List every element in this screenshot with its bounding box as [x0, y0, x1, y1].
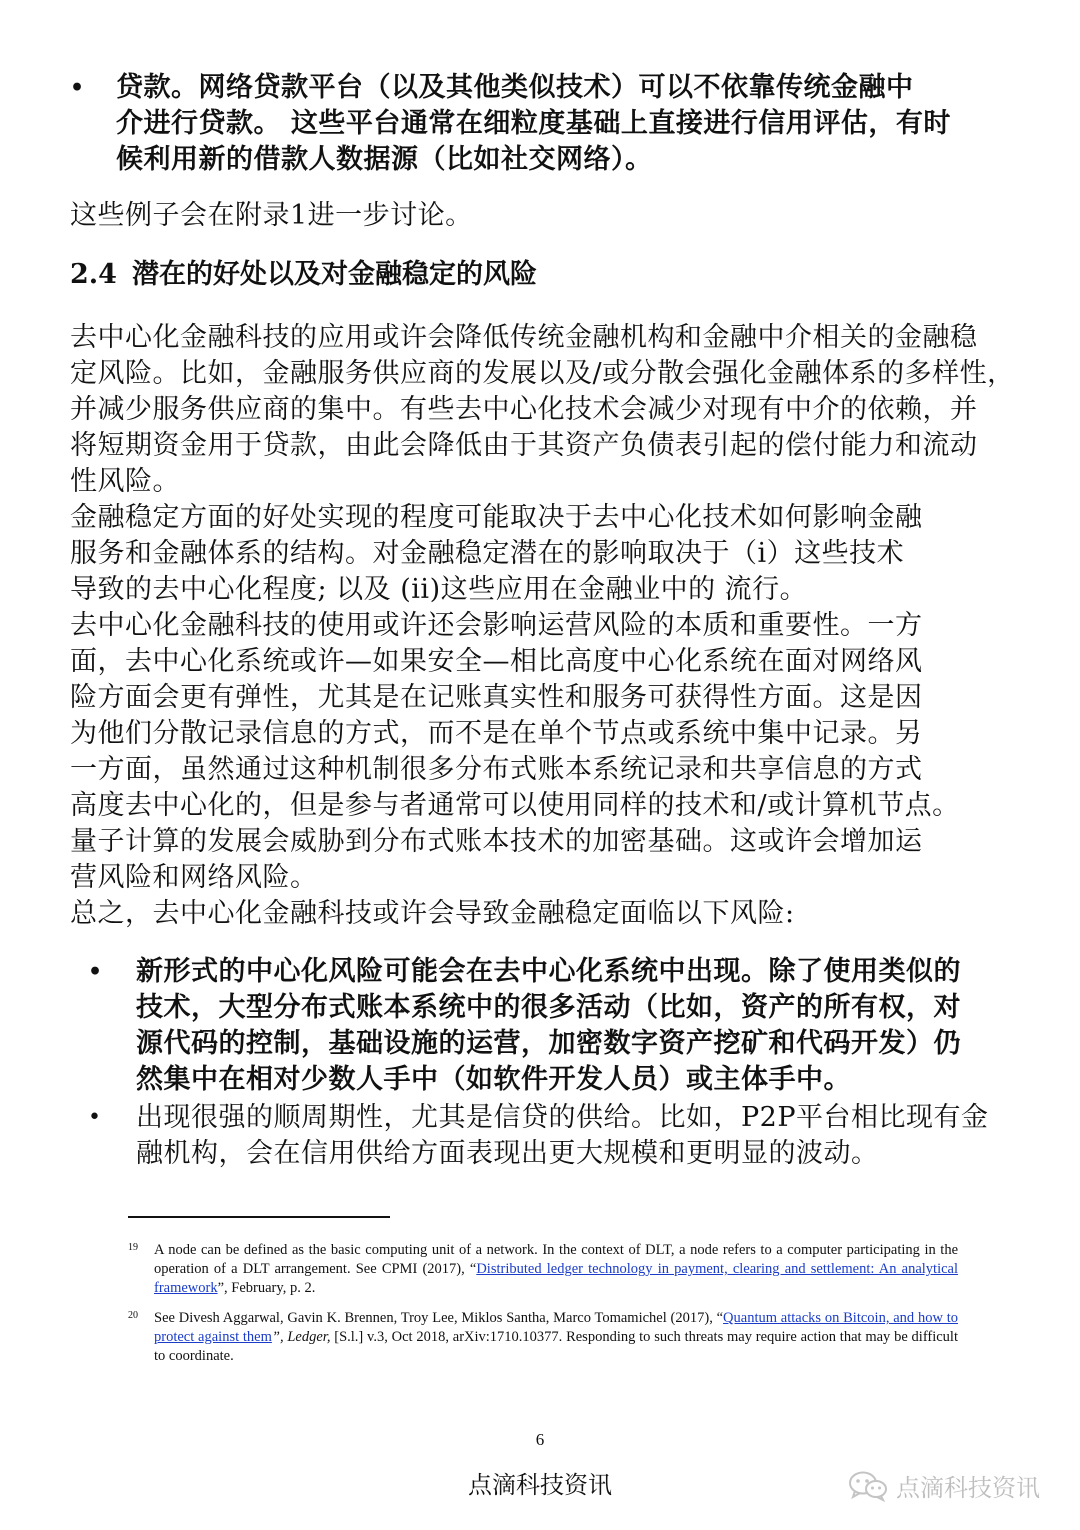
text-line: 然集中在相对少数人手中（如软件开发人员）或主体手中。 — [136, 1064, 851, 1095]
text-line: 导致的去中心化程度; 以及 (ii)这些应用在金融业中的 流行。 — [70, 574, 808, 605]
paragraph — [70, 608, 1020, 896]
footnote-number: 20 — [128, 1310, 138, 1321]
footnote-20 — [128, 1309, 958, 1366]
text-line: 并减少服务供应商的集中。有些去中心化技术会减少对现有中介的依赖，并 — [70, 394, 978, 425]
bullet-item-centralization — [88, 954, 1023, 1098]
section-heading — [70, 252, 537, 291]
text-line: 定风险。比如，金融服务供应商的发展以及/或分散会强化金融体系的多样性， — [70, 358, 1015, 389]
bullet-text — [136, 1100, 1023, 1172]
text-line: 高度去中心化的，但是参与者通常可以使用同样的技术和/或计算机节点。 — [70, 790, 960, 821]
footnote-post: [S.l.] v.3, Oct 2018, arXiv:1710.10377. Responding to such threats may require action that may be difficult to coordinate. — [154, 1329, 958, 1364]
text-line: 介进行贷款。 这些平台通常在细粒度基础上直接进行信用评估，有时 — [116, 108, 951, 139]
footnote-pre: See Divesh Aggarwal, Gavin K. Brennen, Troy Lee, Miklos Santha, Marco Tomamichel (2017), “ — [154, 1310, 724, 1326]
text-line: 面，去中心化系统或许—如果安全—相比高度中心化系统在面对网络风 — [70, 646, 923, 677]
page-number: 6 — [535, 1430, 545, 1449]
text-line: 融机构，会在信用供给方面表现出更大规模和更明显的波动。 — [136, 1138, 879, 1169]
body-paragraphs — [70, 320, 1020, 932]
bullet-item-procyclicality — [88, 1100, 1023, 1172]
footnote-text — [154, 1309, 958, 1366]
section-number: 2.4 — [70, 259, 117, 290]
text-line: 服务和金融体系的结构。对金融稳定潜在的影响取决于（i）这些技术 — [70, 538, 905, 569]
footnote-text — [154, 1241, 958, 1298]
wechat-icon — [848, 1470, 888, 1502]
footnote-19 — [128, 1241, 958, 1298]
footnote-ledger: ”, Ledger, — [271, 1329, 331, 1345]
text-line: 总之，去中心化金融科技或许会导致金融稳定面临以下风险: — [70, 898, 795, 929]
text-line: 出现很强的顺周期性，尤其是信贷的供给。比如，P2P平台相比现有金 — [136, 1102, 989, 1133]
text-line: 候利用新的借款人数据源（比如社交网络）。 — [116, 144, 653, 175]
footnote-link-quantum[interactable]: Quantum attacks on Bitcoin, and how to protect against them — [154, 1310, 958, 1345]
paragraph — [70, 896, 1020, 932]
bullet-marker: • — [88, 1105, 102, 1130]
footnote-pre: A node can be defined as the basic computing unit of a network. In the context of DLT, a node refers to a computer participating in the operation of a DLT arrangement. See CPMI (2017), “ — [154, 1242, 958, 1277]
footer-text: 点滴科技资讯 — [468, 1471, 612, 1499]
section-title: 潜在的好处以及对金融稳定的风险 — [132, 259, 537, 290]
bullet-marker: • — [70, 75, 85, 101]
text-line: 新形式的中心化风险可能会在去中心化系统中出现。除了使用类似的 — [136, 956, 961, 987]
footnote-link-cpmi[interactable]: Distributed ledger technology in payment, clearing and settlement: An analytical framework — [154, 1261, 959, 1296]
watermark — [848, 1468, 1040, 1503]
footnote-separator — [128, 1216, 390, 1218]
text-line: 贷款。网络贷款平台（以及其他类似技术）可以不依靠传统金融中 — [116, 72, 914, 103]
text-line: 性风险。 — [70, 466, 180, 497]
bullet-text — [110, 70, 1020, 178]
text-line: 金融稳定方面的好处实现的程度可能取决于去中心化技术如何影响金融 — [70, 502, 923, 533]
paragraph — [70, 320, 1020, 500]
text-line: 一方面，虽然通过这种机制很多分布式账本系统记录和共享信息的方式 — [70, 754, 923, 785]
paragraph-appendix: 这些例子会在附录1进一步讨论。 — [70, 200, 473, 231]
footnote-post: ”, February, p. 2. — [217, 1280, 316, 1296]
text-line: 去中心化金融科技的应用或许会降低传统金融机构和金融中介相关的金融稳 — [70, 322, 978, 353]
bullet-marker: • — [88, 959, 103, 985]
text-line: 险方面会更有弹性，尤其是在记账真实性和服务可获得性方面。这是因 — [70, 682, 923, 713]
text-line: 源代码的控制，基础设施的运营，加密数字资产挖矿和代码开发）仍 — [136, 1028, 961, 1059]
text-line: 将短期资金用于贷款，由此会降低由于其资产负债表引起的偿付能力和流动 — [70, 430, 978, 461]
text-line: 营风险和网络风险。 — [70, 862, 318, 893]
watermark-text: 点滴科技资讯 — [896, 1474, 1040, 1502]
bullet-text — [136, 954, 1023, 1098]
text-line: 技术，大型分布式账本系统中的很多活动（比如，资产的所有权，对 — [136, 992, 961, 1023]
bullet-item-loans — [70, 70, 1020, 178]
text-line: 量子计算的发展会威胁到分布式账本技术的加密基础。这或许会增加运 — [70, 826, 923, 857]
footnote-number: 19 — [128, 1242, 138, 1253]
paragraph — [70, 500, 1020, 608]
text-line: 为他们分散记录信息的方式，而不是在单个节点或系统中集中记录。另 — [70, 718, 923, 749]
text-line: 去中心化金融科技的使用或许还会影响运营风险的本质和重要性。一方 — [70, 610, 923, 641]
